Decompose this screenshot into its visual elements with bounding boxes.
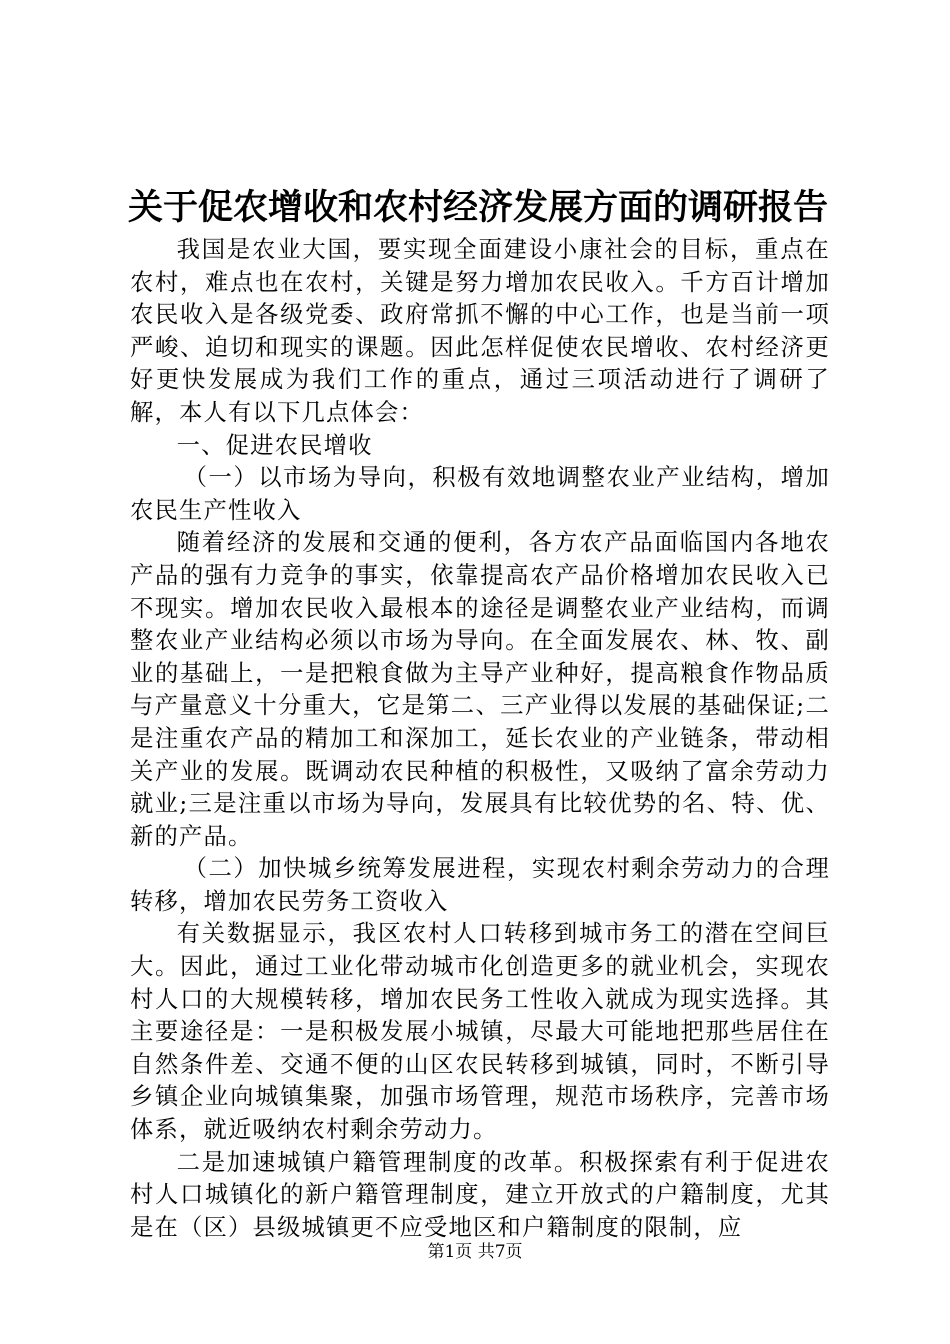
paragraph: 二是加速城镇户籍管理制度的改革。积极探索有利于促进农村人口城镇化的新户籍管理制度，建立开放式的户籍制度，尤其是在（区）县级城镇更不应受地区和户籍制度的限制，应 bbox=[130, 1148, 830, 1241]
paragraph: 有关数据显示，我区农村人口转移到城市务工的潜在空间巨大。因此，通过工业化带动城市化创造更多的就业机会，实现农村人口的大规模转移，增加农民务工性收入就成为现实选择。其主要途径是：一是积极发展小城镇，尽最大可能地把那些居住在自然条件差、交通不便的山区农民转移到城镇，同时，不断引导乡镇企业向城镇集聚，加强市场管理，规范市场秩序，完善市场体系，就近吸纳农村剩余劳动力。 bbox=[130, 920, 830, 1144]
paragraph-intro: 我国是农业大国，要实现全面建设小康社会的目标，重点在农村，难点也在农村，关键是努力增加农民收入。千方百计增加农民收入是各级党委、政府常抓不懈的中心工作，也是当前一项严峻、迫切和现实的课题。因此怎样促使农民增收、农村经济更好更快发展成为我们工作的重点，通过三项活动进行了调研了解，本人有以下几点体会： bbox=[130, 236, 830, 426]
subsection-heading: （二）加快城乡统筹发展进程，实现农村剩余劳动力的合理转移，增加农民劳务工资收入 bbox=[130, 855, 830, 915]
document-body bbox=[130, 234, 830, 1244]
page-number-footer: 第1页 共7页 bbox=[427, 1242, 523, 1262]
paragraph: 随着经济的发展和交通的便利，各方农产品面临国内各地农产品的强有力竞争的事实，依靠提高农产品价格增加农民收入已不现实。增加农民收入最根本的途径是调整农业产业结构，而调整农业产业结构必须以市场为导向。在全面发展农、林、牧、副业的基础上，一是把粮食做为主导产业种好，提高粮食作物品质与产量意义十分重大，它是第二、三产业得以发展的基础保证;二是注重农产品的精加工和深加工，延长农业的产业链条，带动相关产业的发展。既调动农民种植的积极性，又吸纳了富余劳动力就业;三是注重以市场为导向，发展具有比较优势的名、特、优、新的产品。 bbox=[130, 529, 830, 850]
document-title: 关于促农增收和农村经济发展方面的调研报告 bbox=[128, 187, 829, 228]
section-heading: 一、促进农民增收 bbox=[176, 431, 373, 459]
subsection-heading: （一）以市场为导向，积极有效地调整农业产业结构，增加农民生产性收入 bbox=[130, 464, 830, 524]
